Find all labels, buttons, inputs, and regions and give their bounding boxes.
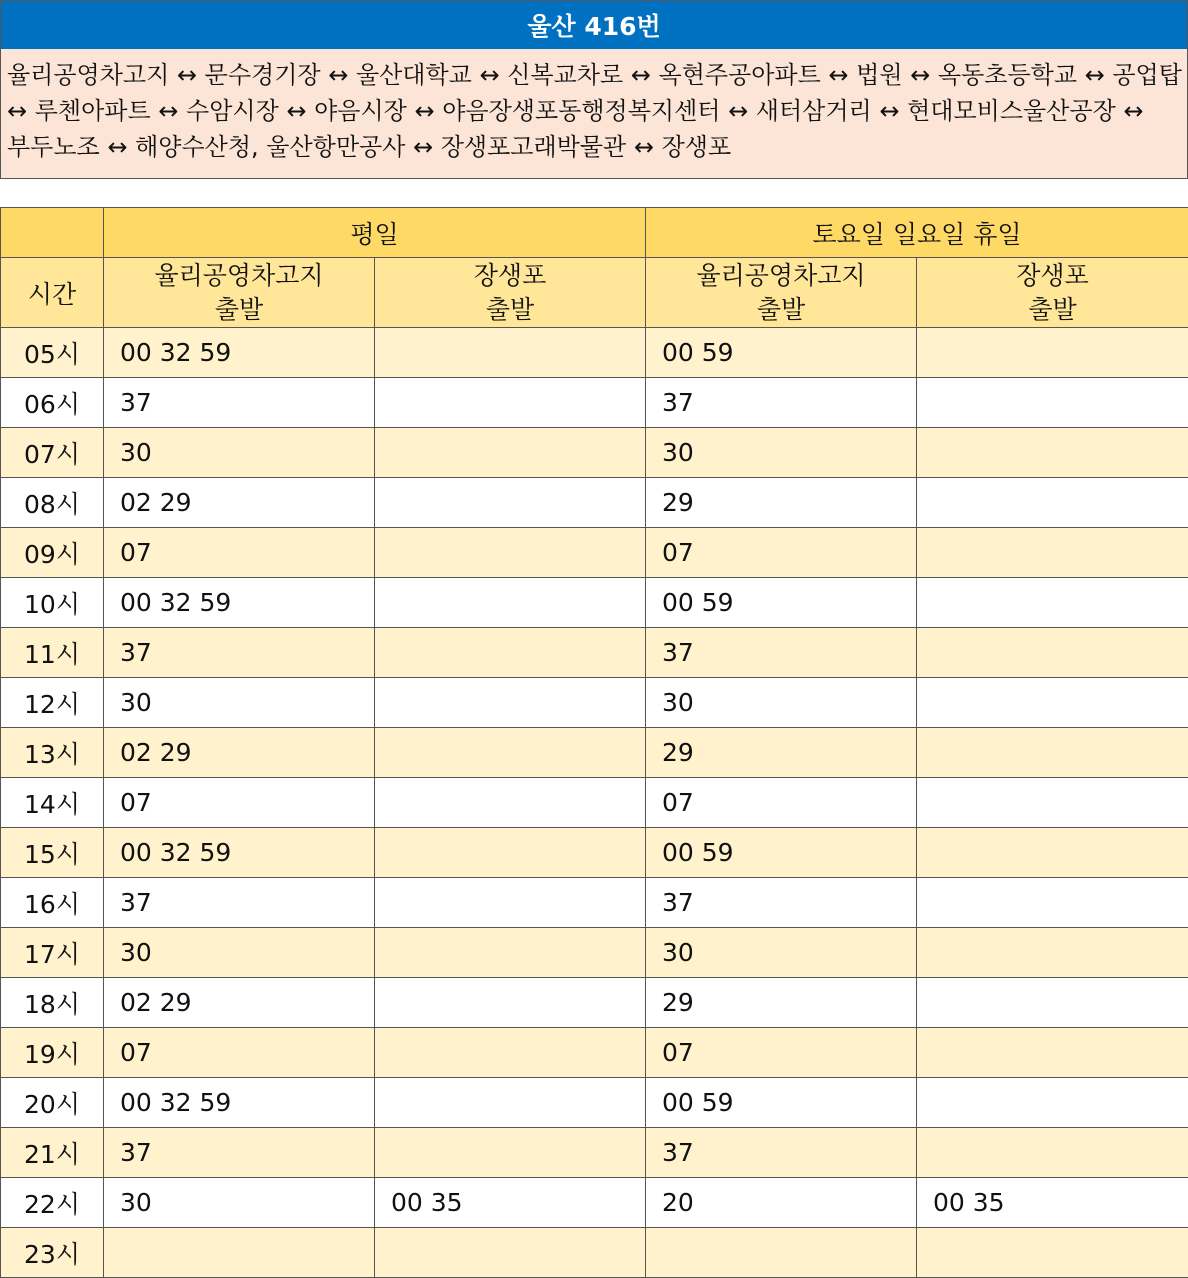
hour-cell: 13시 <box>1 728 104 778</box>
weekend-jangsaengpo-cell <box>917 878 1188 928</box>
weekend-yulli-cell: 00 59 <box>646 828 917 878</box>
weekend-jangsaengpo-cell <box>917 678 1188 728</box>
weekday-jangsaengpo-cell <box>375 828 646 878</box>
weekend-jangsaengpo-cell <box>917 728 1188 778</box>
hour-cell: 12시 <box>1 678 104 728</box>
weekday-yulli-cell: 07 <box>104 528 375 578</box>
table-row <box>1 728 1188 778</box>
hour-cell: 05시 <box>1 328 104 378</box>
weekday-yulli-cell: 30 <box>104 428 375 478</box>
table-row <box>1 1078 1188 1128</box>
hour-cell: 16시 <box>1 878 104 928</box>
weekend-yulli-cell: 37 <box>646 878 917 928</box>
weekend-yulli-cell: 37 <box>646 1128 917 1178</box>
weekend-yulli-cell: 07 <box>646 528 917 578</box>
weekend-yulli-cell: 07 <box>646 778 917 828</box>
table-row <box>1 628 1188 678</box>
weekday-yulli-cell: 02 29 <box>104 978 375 1028</box>
hour-cell: 20시 <box>1 1078 104 1128</box>
table-row <box>1 328 1188 378</box>
weekend-jangsaengpo-cell <box>917 1078 1188 1128</box>
weekday-jangsaengpo-cell <box>375 978 646 1028</box>
weekday-yulli-cell: 02 29 <box>104 728 375 778</box>
weekend-yulli-cell: 30 <box>646 428 917 478</box>
weekday-jangsaengpo-cell <box>375 678 646 728</box>
weekday-jangsaengpo-cell <box>375 1228 646 1278</box>
table-row <box>1 1128 1188 1178</box>
weekend-yulli-cell: 20 <box>646 1178 917 1228</box>
weekend-yulli-cell: 37 <box>646 628 917 678</box>
hour-cell: 23시 <box>1 1228 104 1278</box>
hour-cell: 09시 <box>1 528 104 578</box>
weekday-yulli-cell: 00 32 59 <box>104 328 375 378</box>
table-row <box>1 778 1188 828</box>
table-row <box>1 1028 1188 1078</box>
weekend-yulli-cell: 29 <box>646 478 917 528</box>
weekend-yulli-cell: 37 <box>646 378 917 428</box>
weekend-yulli-cell: 30 <box>646 928 917 978</box>
corner-cell <box>1 208 104 258</box>
hour-cell: 14시 <box>1 778 104 828</box>
hour-cell: 11시 <box>1 628 104 678</box>
weekday-header: 평일 <box>104 208 646 258</box>
table-row <box>1 378 1188 428</box>
hour-cell: 22시 <box>1 1178 104 1228</box>
weekday-yulli-cell: 07 <box>104 778 375 828</box>
weekend-jangsaengpo-cell <box>917 1028 1188 1078</box>
hour-cell: 21시 <box>1 1128 104 1178</box>
weekday-jangsaengpo-cell <box>375 328 646 378</box>
hour-cell: 07시 <box>1 428 104 478</box>
weekday-jangsaengpo-cell <box>375 1028 646 1078</box>
hour-cell: 17시 <box>1 928 104 978</box>
weekend-jangsaengpo-departure-header: 장생포 출발 <box>917 258 1188 328</box>
weekday-jangsaengpo-cell <box>375 728 646 778</box>
weekday-jangsaengpo-cell <box>375 878 646 928</box>
weekday-jangsaengpo-cell <box>375 378 646 428</box>
table-row <box>1 878 1188 928</box>
weekday-yulli-cell: 37 <box>104 878 375 928</box>
weekday-yulli-cell: 00 32 59 <box>104 1078 375 1128</box>
weekend-yulli-cell: 29 <box>646 728 917 778</box>
weekend-jangsaengpo-cell <box>917 478 1188 528</box>
table-row <box>1 1178 1188 1228</box>
hour-cell: 19시 <box>1 1028 104 1078</box>
weekday-jangsaengpo-cell <box>375 778 646 828</box>
table-row <box>1 978 1188 1028</box>
table-row <box>1 478 1188 528</box>
hour-cell: 06시 <box>1 378 104 428</box>
table-row <box>1 678 1188 728</box>
weekday-yulli-departure-header: 율리공영차고지 출발 <box>104 258 375 328</box>
time-header: 시간 <box>1 258 104 328</box>
weekday-jangsaengpo-cell <box>375 628 646 678</box>
weekday-jangsaengpo-cell <box>375 528 646 578</box>
page-title: 울산 416번 <box>0 0 1188 50</box>
weekday-jangsaengpo-cell <box>375 1078 646 1128</box>
hour-cell: 08시 <box>1 478 104 528</box>
weekend-jangsaengpo-cell <box>917 628 1188 678</box>
weekday-yulli-cell: 07 <box>104 1028 375 1078</box>
weekend-jangsaengpo-cell: 00 35 <box>917 1178 1188 1228</box>
weekend-yulli-departure-header: 율리공영차고지 출발 <box>646 258 917 328</box>
weekend-jangsaengpo-cell <box>917 928 1188 978</box>
weekend-yulli-cell: 00 59 <box>646 578 917 628</box>
weekend-jangsaengpo-cell <box>917 428 1188 478</box>
weekend-yulli-cell: 07 <box>646 1028 917 1078</box>
weekend-jangsaengpo-cell <box>917 828 1188 878</box>
weekday-yulli-cell: 00 32 59 <box>104 828 375 878</box>
table-row <box>1 1228 1188 1278</box>
weekday-yulli-cell: 37 <box>104 1128 375 1178</box>
route-description: 율리공영차고지 ↔ 문수경기장 ↔ 울산대학교 ↔ 신복교차로 ↔ 옥현주공아파트 ↔ 법원 ↔ 옥동초등학교 ↔ 공업탑 ↔ 루첸아파트 ↔ 수암시장 ↔ 야음시장 ↔ 야음장생포동행정복지센터 ↔ 새터삼거리 ↔ 현대모비스울산공장 ↔ 부두노조 ↔ 해양수산청, 울산항만공사 ↔ 장생포고래박물관 ↔ 장생포 <box>0 49 1188 179</box>
weekday-jangsaengpo-cell <box>375 428 646 478</box>
weekday-yulli-cell <box>104 1228 375 1278</box>
weekday-yulli-cell: 00 32 59 <box>104 578 375 628</box>
table-row <box>1 528 1188 578</box>
table-row <box>1 828 1188 878</box>
weekend-jangsaengpo-cell <box>917 578 1188 628</box>
weekday-yulli-cell: 30 <box>104 1178 375 1228</box>
weekday-jangsaengpo-cell <box>375 1128 646 1178</box>
weekend-jangsaengpo-cell <box>917 978 1188 1028</box>
timetable <box>0 207 1188 1278</box>
weekend-jangsaengpo-cell <box>917 328 1188 378</box>
weekend-yulli-cell: 00 59 <box>646 328 917 378</box>
weekend-jangsaengpo-cell <box>917 1228 1188 1278</box>
weekday-yulli-cell: 37 <box>104 378 375 428</box>
weekday-jangsaengpo-departure-header: 장생포 출발 <box>375 258 646 328</box>
weekend-yulli-cell: 00 59 <box>646 1078 917 1128</box>
weekday-jangsaengpo-cell: 00 35 <box>375 1178 646 1228</box>
weekend-jangsaengpo-cell <box>917 528 1188 578</box>
table-row <box>1 578 1188 628</box>
weekend-jangsaengpo-cell <box>917 378 1188 428</box>
weekday-yulli-cell: 30 <box>104 928 375 978</box>
hour-cell: 15시 <box>1 828 104 878</box>
hour-cell: 18시 <box>1 978 104 1028</box>
table-row <box>1 928 1188 978</box>
weekday-jangsaengpo-cell <box>375 928 646 978</box>
weekday-jangsaengpo-cell <box>375 578 646 628</box>
table-row <box>1 428 1188 478</box>
weekend-yulli-cell: 29 <box>646 978 917 1028</box>
hour-cell: 10시 <box>1 578 104 628</box>
weekend-jangsaengpo-cell <box>917 778 1188 828</box>
weekend-header: 토요일 일요일 휴일 <box>646 208 1188 258</box>
weekend-yulli-cell: 30 <box>646 678 917 728</box>
weekday-jangsaengpo-cell <box>375 478 646 528</box>
weekend-yulli-cell <box>646 1228 917 1278</box>
weekday-yulli-cell: 02 29 <box>104 478 375 528</box>
weekday-yulli-cell: 30 <box>104 678 375 728</box>
weekend-jangsaengpo-cell <box>917 1128 1188 1178</box>
weekday-yulli-cell: 37 <box>104 628 375 678</box>
